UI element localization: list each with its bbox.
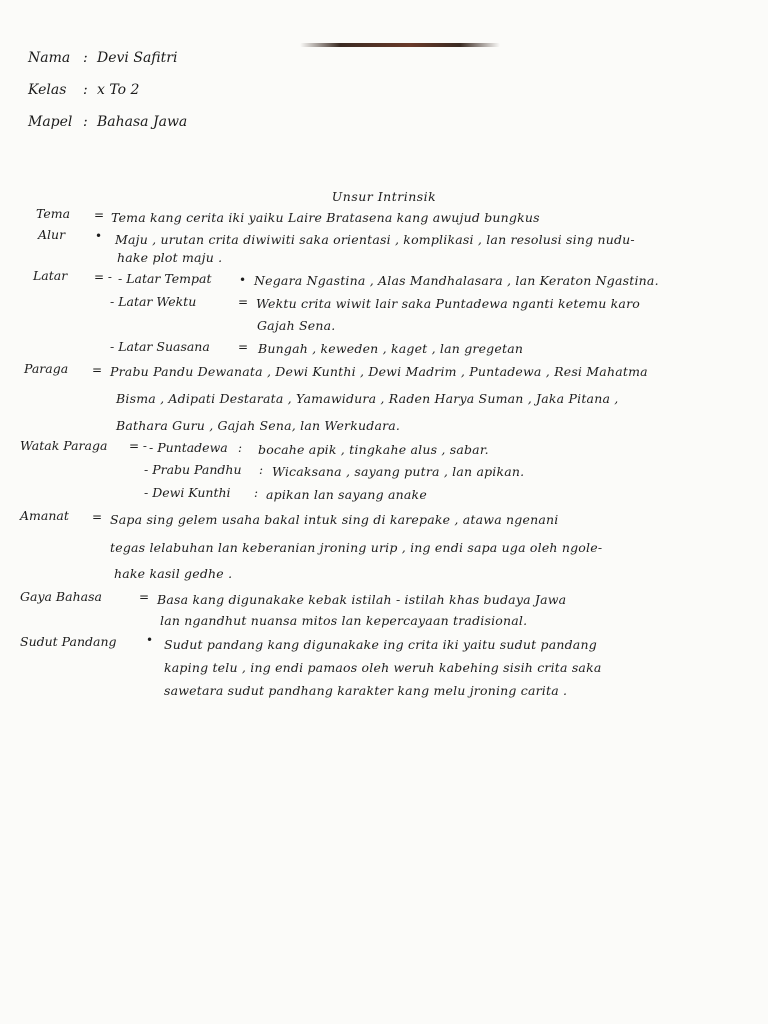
paraga-mark: = [92,363,103,377]
tema-line-1: Tema kang cerita iki yaiku Laire Bratasena kang awujud bungkus [111,210,540,225]
latar-wektu-line-1: Wektu crita wiwit lair saka Puntadewa nganti ketemu karo [256,296,640,311]
latar-wektu-label: - Latar Wektu [110,294,197,309]
amanat-line-3: hake kasil gedhe . [114,566,233,581]
gaya-bahasa-label: Gaya Bahasa [20,589,102,604]
page-title: Unsur Intrinsik [331,189,437,204]
watak-item-2-name: - Prabu Pandhu [144,462,242,477]
latar-suasana-line: Bungah , keweden , kaget , lan gregetan [258,341,524,356]
alur-mark: • [95,229,103,243]
watak-item-1-sep: : [238,441,243,455]
mapel-value: Bahasa Jawa [97,114,188,130]
watak-label: Watak Paraga [20,438,108,453]
watak-item-2-value: Wicaksana , sayang putra , lan apikan. [272,464,525,479]
sudut-pandang-label: Sudut Pandang [20,634,117,649]
sudut-pandang-line-2: kaping telu , ing endi pamaos oleh weruh kabehing sisih crita saka [164,660,602,675]
paraga-line-2: Bisma , Adipati Destarata , Yamawidura , Raden Harya Suman , Jaka Pitana , [116,391,619,406]
top-edge-smudge [300,43,500,47]
watak-item-3-sep: : [254,486,259,500]
alur-line-2: hake plot maju . [117,250,223,265]
latar-suasana-label: - Latar Suasana [110,339,210,354]
amanat-mark: = [92,510,103,524]
watak-item-1-name: - Puntadewa [149,440,228,455]
nama-label: Nama [28,50,71,66]
amanat-label: Amanat [20,508,69,523]
latar-tempat-mark: • [239,273,247,287]
mapel-label: Mapel [28,114,73,130]
amanat-line-2: tegas lelabuhan lan keberanian jroning urip , ing endi sapa uga oleh ngole- [110,540,603,555]
watak-item-3-value: apikan lan sayang anake [266,487,427,502]
mapel-row [28,114,187,130]
watak-mark: = - [129,439,147,453]
gaya-bahasa-mark: = [139,590,150,604]
alur-line-1: Maju , urutan crita diwiwiti saka orientasi , komplikasi , lan resolusi sing nudu- [115,232,635,247]
mapel-colon: : [83,114,88,130]
kelas-colon: : [83,82,88,98]
watak-item-2-sep: : [259,463,264,477]
amanat-line-1: Sapa sing gelem usaha bakal intuk sing di karepake , atawa ngenani [110,512,559,527]
watak-item-3-name: - Dewi Kunthi [144,485,231,500]
tema-mark: = [94,208,105,222]
paraga-line-1: Prabu Pandu Dewanata , Dewi Kunthi , Dewi Madrim , Puntadewa , Resi Mahatma [110,364,648,379]
paraga-label: Paraga [24,361,69,376]
sudut-pandang-line-3: sawetara sudut pandhang karakter kang melu jroning carita . [164,683,568,698]
nama-value: Devi Safitri [97,50,178,66]
alur-label: Alur [38,227,66,242]
latar-mark: = - [94,270,112,284]
kelas-label: Kelas [28,82,67,98]
latar-wektu-line-2: Gajah Sena. [257,318,336,333]
sudut-pandang-mark: • [146,633,154,647]
latar-tempat-label: - Latar Tempat [118,271,212,286]
nama-colon: : [83,50,88,66]
sudut-pandang-line-1: Sudut pandang kang digunakake ing crita iki yaitu sudut pandang [164,637,597,652]
gaya-bahasa-line-2: lan ngandhut nuansa mitos lan kepercayaan tradisional. [160,613,528,628]
nama-row [28,50,177,66]
kelas-value: x To 2 [97,82,140,98]
latar-suasana-mark: = [238,340,249,354]
paraga-line-3: Bathara Guru , Gajah Sena, lan Werkudara. [116,418,401,433]
gaya-bahasa-line-1: Basa kang digunakake kebak istilah - istilah khas budaya Jawa [157,592,567,607]
watak-item-1-value: bocahe apik , tingkahe alus , sabar. [258,442,489,457]
latar-tempat-line: Negara Ngastina , Alas Mandhalasara , lan Keraton Ngastina. [254,273,659,288]
kelas-row [28,82,139,98]
tema-label: Tema [36,206,71,221]
latar-label: Latar [33,268,68,283]
latar-wektu-mark: = [238,295,249,309]
